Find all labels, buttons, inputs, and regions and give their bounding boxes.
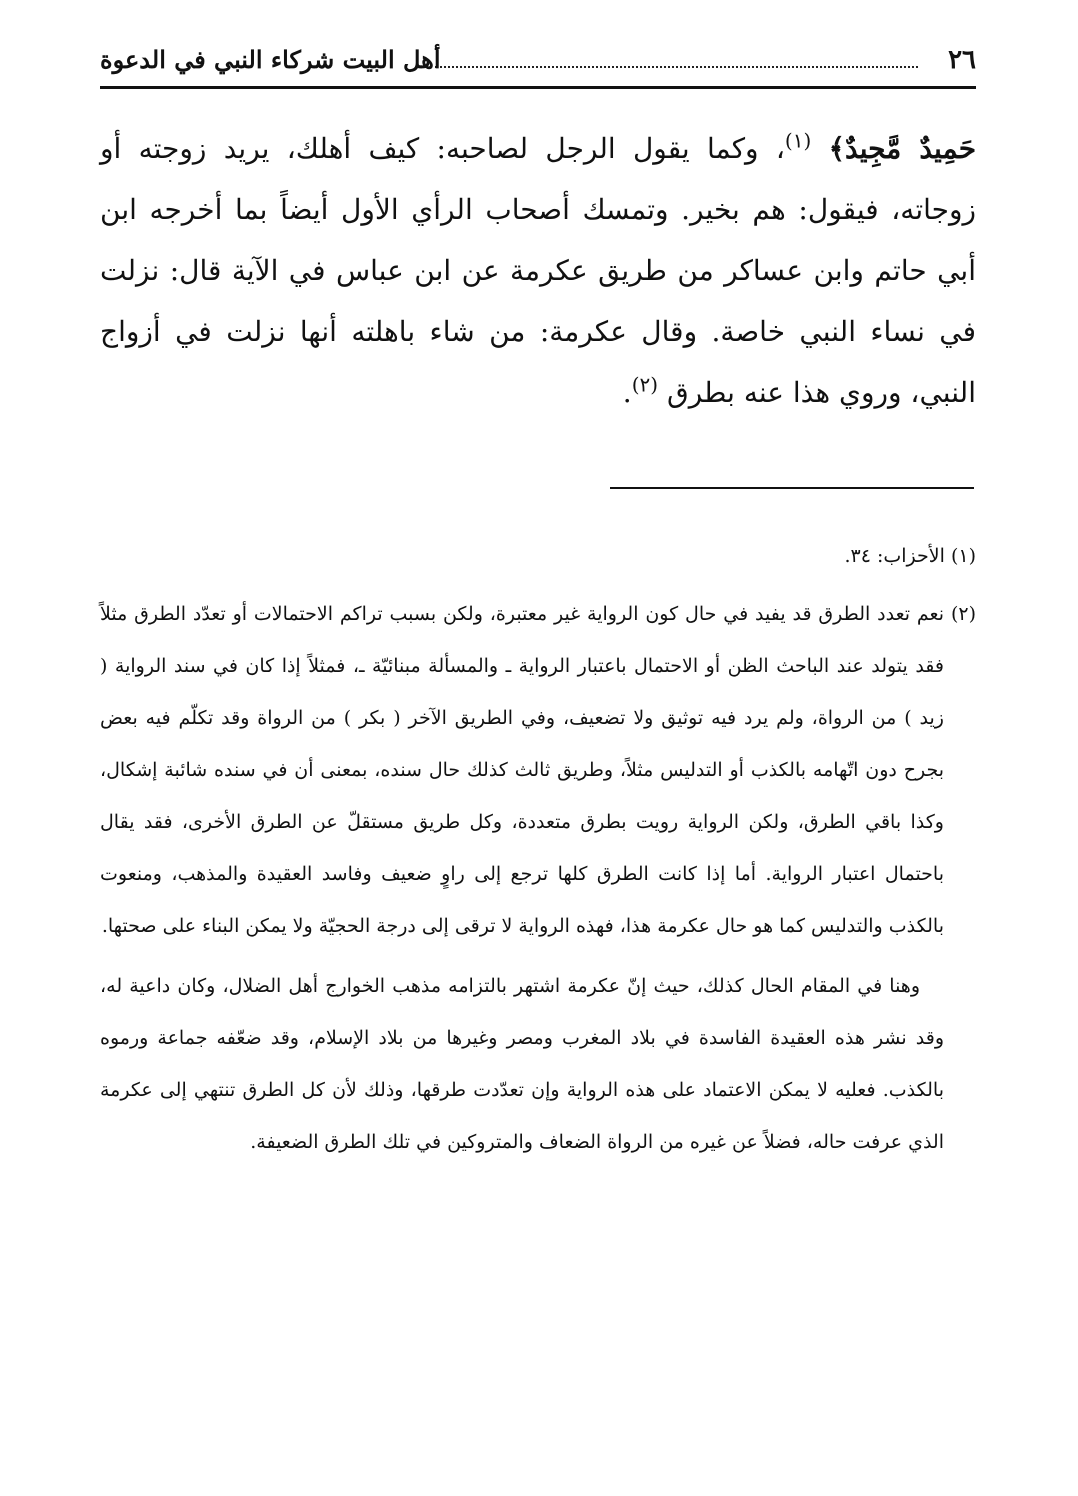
footnote-1-text: الأحزاب: ٣٤.	[844, 545, 945, 567]
main-text	[100, 118, 976, 423]
footnote-1-number: (١)	[950, 545, 976, 567]
header-dotted-leader	[435, 66, 918, 68]
footnote-2	[100, 588, 976, 952]
quran-phrase: حَمِيدٌ مَّجِيدٌ﴾	[828, 132, 977, 165]
header-rule	[100, 86, 976, 89]
footnote-ref-2: (٢)	[631, 372, 659, 397]
footnote-2-number: (٢)	[950, 603, 976, 625]
main-paragraph	[100, 118, 976, 423]
header-title: أهل البيت شركاء النبي في الدعوة	[100, 45, 441, 74]
footnote-ref-1: (١)	[784, 128, 812, 153]
footnote-2-continued: وهنا في المقام الحال كذلك، حيث إنّ عكرمة اشتهر بالتزامه مذهب الخوارج أهل الضلال، وكان داعية له، وقد نشر هذه العقيدة الفاسدة في بلاد المغرب ومصر وغيرها من بلاد الإسلام، وقد ضعّفه جماعة ورموه بالكذب. فعليه لا يمكن الاعتماد على هذه الرواية وإن تعدّدت طرقها، وذلك لأن كل الطرق تنتهي إلى عكرمة الذي عرفت حاله، فضلاً عن غيره من الرواة الضعاف والمتروكين في تلك الطرق الضعيفة.	[100, 975, 944, 1153]
page-number: ٢٦	[948, 45, 976, 75]
footnote-1	[100, 530, 976, 582]
footnote-2-text: نعم تعدد الطرق قد يفيد في حال كون الرواية غير معتبرة، ولكن بسبب تراكم الاحتمالات أو تعدّد الطرق مثلاً فقد يتولد عند الباحث الظن أو الاحتمال باعتبار الرواية ـ والمسألة مبنائيّة ـ، فمثلاً إذا كان في سند الرواية ( زيد ) من الرواة، ولم يرد فيه توثيق ولا تضعيف، وفي الطريق الآخر ( بكر ) من الرواة وقد تكلّم فيه بعض بجرح دون اتّهامه بالكذب أو التدليس مثلاً، وطريق ثالث كذلك حال سنده، بمعنى أن في سنده شائبة إشكال، وكذا باقي الطرق، ولكن الرواية رويت بطرق متعددة، وكل طريق مستقلّ عن الطرق الأخرى، فقد يقال باحتمال اعتبار الرواية. أما إذا كانت الطرق كلها ترجع إلى راوٍ ضعيف وفاسد العقيدة والمذهب، ومنعوت بالكذب والتدليس كما هو حال عكرمة هذا، فهذه الرواية لا ترقى إلى درجة الحجيّة ولا يمكن البناء على صحتها.	[100, 603, 945, 937]
main-paragraph-text: ، وكما يقول الرجل لصاحبه: كيف أهلك، يريد زوجته أو زوجاته، فيقول: هم بخير. وتمسك أصحاب الرأي الأول أيضاً بما أخرجه ابن أبي حاتم وابن عساكر من طريق عكرمة عن ابن عباس في الآية قال: نزلت في نساء النبي خاصة. وقال عكرمة: من شاء باهلته أنها نزلت في أزواج النبي، وروي هذا عنه بطرق	[100, 132, 976, 409]
footnotes	[100, 530, 976, 1168]
running-header	[100, 40, 976, 84]
footnote-separator	[610, 487, 974, 489]
main-paragraph-end: .	[622, 376, 632, 409]
